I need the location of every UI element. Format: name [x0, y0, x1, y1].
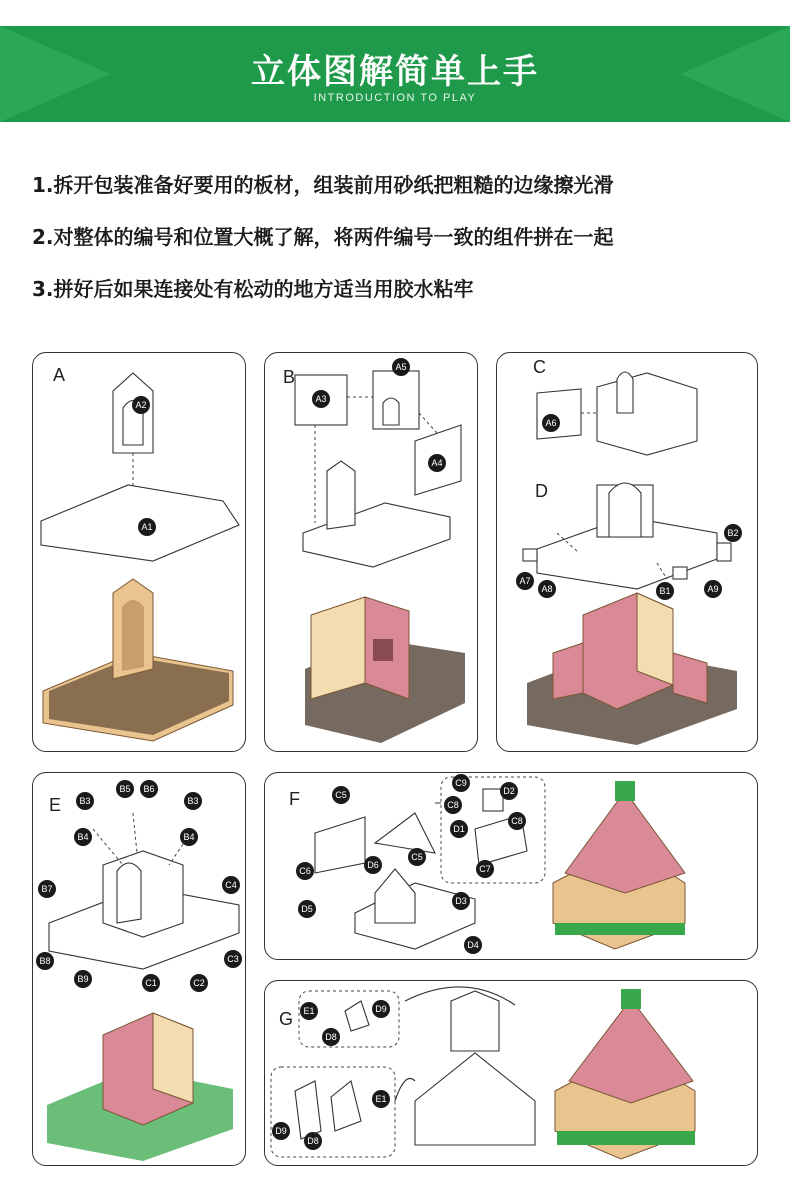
panel-c-label: C: [533, 357, 546, 377]
part-tag-label: B4: [183, 832, 195, 842]
panel-b: [264, 352, 478, 752]
panel-g-label: G: [279, 1009, 294, 1029]
part-tag-label: B5: [119, 784, 131, 794]
part-tag-label: A5: [395, 362, 407, 372]
panel-e-label: E: [49, 795, 62, 815]
part-tag-label: D9: [275, 1126, 287, 1136]
part-tag-label: A6: [545, 418, 557, 428]
panel-g: [264, 980, 758, 1166]
step-3: 3.拼好后如果连接处有松动的地方适当用胶水粘牢: [32, 277, 474, 301]
part-tag-label: A3: [315, 394, 327, 404]
part-tag-label: A9: [707, 584, 719, 594]
part-tag-label: A2: [135, 400, 147, 410]
part-tag-label: D2: [503, 786, 515, 796]
page-title: 立体图解简单上手: [251, 52, 539, 92]
part-tag-label: D4: [467, 940, 479, 950]
part-tag-label: A1: [141, 522, 153, 532]
header-banner: [0, 26, 790, 122]
part-tag-label: D5: [301, 904, 313, 914]
panel-d-label: D: [535, 481, 548, 501]
part-tag-label: B8: [39, 956, 51, 966]
panel-b-tags: [265, 353, 477, 751]
step-1: 1.拆开包装准备好要用的板材，组装前用砂纸把粗糙的边缘擦光滑: [32, 173, 614, 197]
part-tag-label: C5: [335, 790, 347, 800]
part-tag-label: D6: [367, 860, 379, 870]
part-tag-label: A8: [541, 584, 553, 594]
part-tag-label: E1: [375, 1094, 387, 1104]
part-tag-label: C2: [193, 978, 205, 988]
part-tag-label: E1: [303, 1006, 315, 1016]
part-tag-label: C1: [145, 978, 157, 988]
part-tag-label: C5: [411, 852, 423, 862]
part-tag-label: C9: [455, 778, 467, 788]
panel-f-label: F: [289, 789, 300, 809]
part-tag-label: D8: [307, 1136, 319, 1146]
part-tag-label: A4: [431, 458, 443, 468]
part-tag-label: D1: [453, 824, 465, 834]
part-tag-label: B3: [187, 796, 199, 806]
part-tag-label: D3: [455, 896, 467, 906]
part-tag-label: D8: [325, 1032, 337, 1042]
part-tag-label: B1: [659, 586, 671, 596]
panel-f-tags: [265, 773, 757, 959]
step-2: 2.对整体的编号和位置大概了解，将两件编号一致的组件拼在一起: [32, 225, 614, 249]
panel-f: [264, 772, 758, 960]
panel-cd: [496, 352, 758, 752]
part-tag-label: B4: [77, 832, 89, 842]
panel-e: [32, 772, 246, 1166]
panel-cd-tags: [497, 353, 757, 751]
panel-a-label: A: [53, 365, 66, 385]
part-tag-label: C4: [225, 880, 237, 890]
part-tag-label: C8: [447, 800, 459, 810]
part-tag-label: C3: [227, 954, 239, 964]
part-tag-label: B2: [727, 528, 739, 538]
part-tag-label: C8: [511, 816, 523, 826]
part-tag-label: B7: [41, 884, 53, 894]
panel-g-tags: [265, 981, 757, 1165]
part-tag-label: B6: [143, 784, 155, 794]
panel-a: [32, 352, 246, 752]
part-tag-label: C7: [479, 864, 491, 874]
page-subtitle: INTRODUCTION TO PLAY: [313, 92, 477, 104]
panel-b-label: B: [283, 367, 296, 387]
part-tag-label: B9: [77, 974, 89, 984]
part-tag-label: B3: [79, 796, 91, 806]
instruction-steps: [32, 168, 772, 324]
panel-e-tags: [33, 773, 245, 1165]
part-tag-label: C6: [299, 866, 311, 876]
part-tag-label: A7: [519, 576, 531, 586]
part-tag-label: D9: [375, 1004, 387, 1014]
